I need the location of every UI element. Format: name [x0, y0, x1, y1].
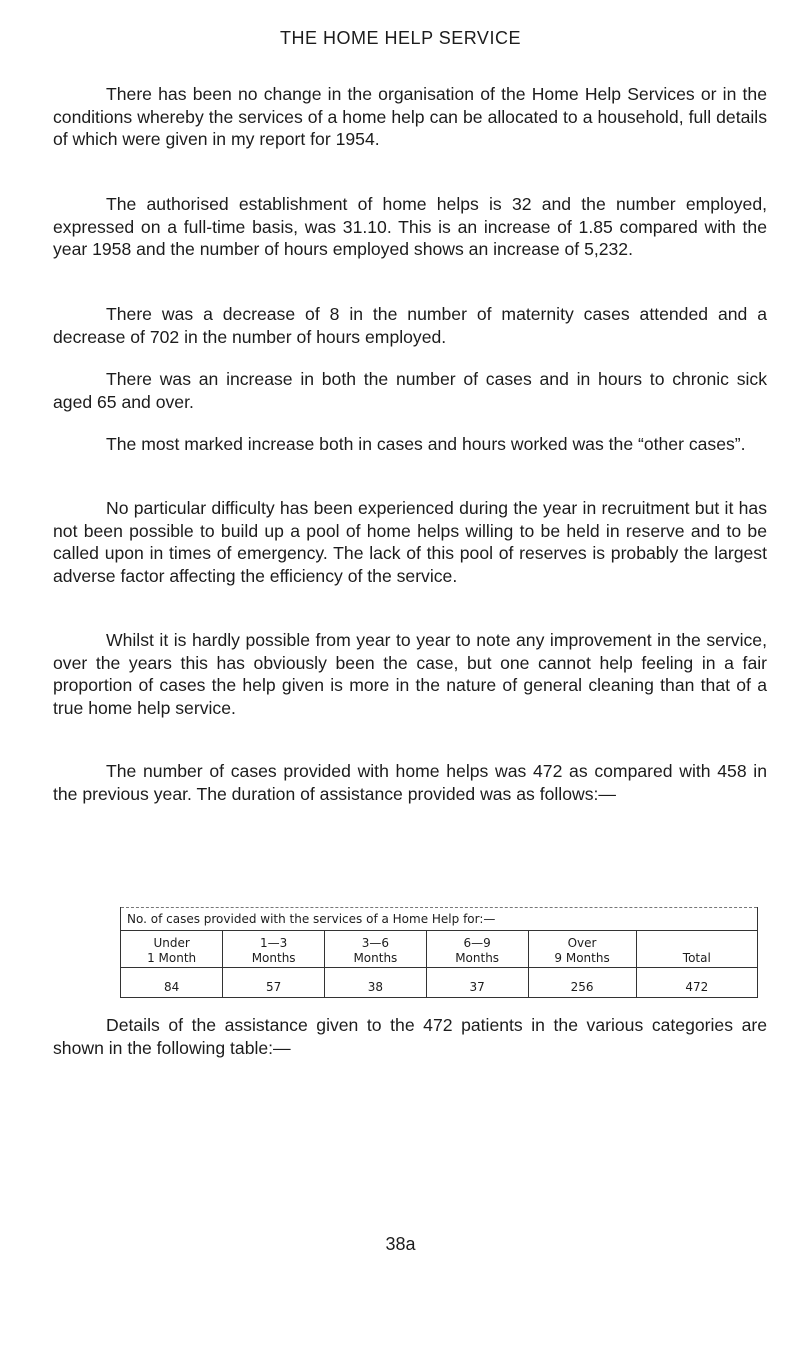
paragraph-number-of-cases: The number of cases provided with home helps was 472 as compared with 458 in the previous year. The duration of assistance provided was as follows:—: [53, 761, 767, 804]
header-6-9-months: 6—9 Months: [426, 931, 528, 968]
value-6-9-months: 37: [426, 968, 528, 998]
duration-grid: [121, 931, 757, 997]
header-3-6-months: 3—6 Months: [325, 931, 427, 968]
value-total: 472: [685, 980, 709, 994]
value-1-3-months: 57: [223, 968, 325, 998]
paragraph-other-cases: The most marked increase both in cases and hours worked was the “other cases”.: [106, 434, 746, 454]
paragraph-maternity: There was a decrease of 8 in the number of maternity cases attended and a decrease of 702 in the number of hours employed.: [53, 304, 767, 347]
header-1-3-months: 1—3 Months: [223, 931, 325, 968]
table-header-row: [121, 931, 757, 968]
paragraph-organisation: There has been no change in the organisation of the Home Help Services or in the conditions whereby the services of a home help can be allocated to a household, full details of which were given in my report for 1954.: [53, 84, 767, 149]
paragraph-improvement: Whilst it is hardly possible from year to year to note any improvement in the service, over the years this has obviously been the case, but one cannot help feeling in a fair proportion of cases the help given is more in the nature of general cleaning than that of a true home help service.: [53, 630, 767, 718]
paragraph-establishment: The authorised establishment of home helps is 32 and the number employed, expressed on a full-time basis, was 31.10. This is an increase of 1.85 compared with the year 1958 and the number of hours employed shows an increase of 5,232.: [53, 194, 767, 259]
header-total: Total: [636, 931, 757, 968]
paragraph-recruitment: No particular difficulty has been experienced during the year in recruitment but it has not been possible to build up a pool of home helps willing to be held in reserve and to be called upon in times of emergency. The lack of this pool of reserves is probably the largest adverse factor affecting the efficiency of the service.: [53, 498, 767, 586]
table-row: [121, 968, 757, 998]
header-under-1-month: Under 1 Month: [121, 931, 223, 968]
value-3-6-months: 38: [325, 968, 427, 998]
value-over-9-months: 256: [528, 968, 636, 998]
page-title: THE HOME HELP SERVICE: [280, 28, 521, 48]
paragraph-chronic-sick: There was an increase in both the number of cases and in hours to chronic sick aged 65 and over.: [53, 369, 767, 412]
page-number: 38a: [385, 1234, 416, 1254]
duration-table: [120, 907, 758, 998]
header-over-9-months: Over 9 Months: [528, 931, 636, 968]
value-under-1-month: 84: [121, 968, 223, 998]
table-title: No. of cases provided with the services of a Home Help for:—: [121, 907, 757, 931]
paragraph-details: Details of the assistance given to the 472 patients in the various categories are shown in the following table:—: [53, 1015, 767, 1058]
